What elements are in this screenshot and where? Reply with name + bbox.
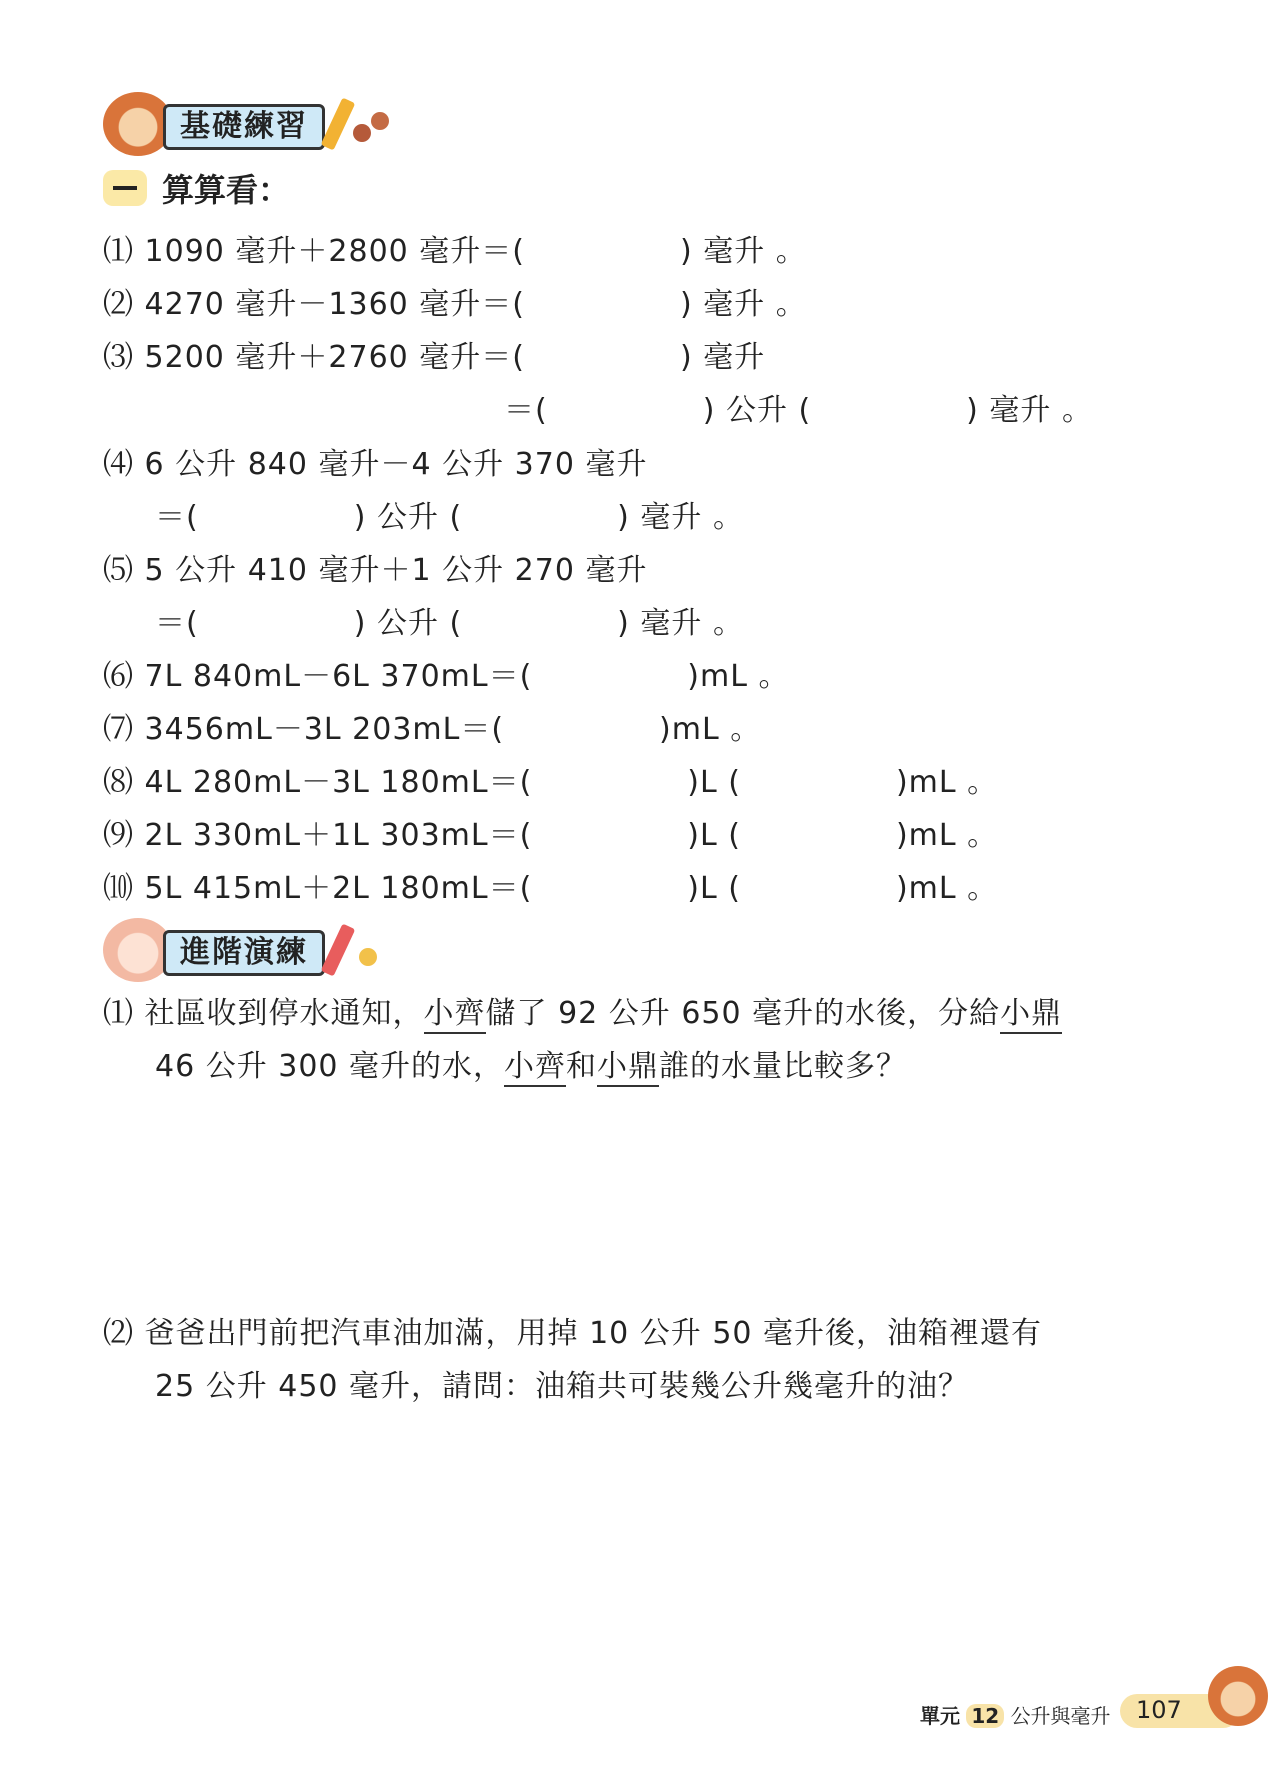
word-problem-1-line-2: 46 公升 300 毫升的水，小齊和小鼎誰的水量比較多？ bbox=[155, 1041, 907, 1085]
part-marker bbox=[103, 170, 147, 206]
section-banner-advanced bbox=[103, 918, 393, 982]
footer-unit: 單元 12 公升與毫升 bbox=[920, 1704, 1111, 1728]
word-problem-1-line-1: ⑴ 社區收到停水通知，小齊儲了 92 公升 650 毫升的水後，分給小鼎 bbox=[103, 988, 1062, 1032]
question-7: ⑺ 3456mL－3L 203mL＝( )mL 。 bbox=[103, 712, 762, 747]
ball-icon bbox=[359, 948, 377, 966]
section-title: 基礎練習 bbox=[163, 104, 325, 150]
question-2: ⑵ 4270 毫升－1360 毫升＝( ) 毫升 。 bbox=[103, 287, 807, 322]
pencil-icon bbox=[321, 97, 356, 150]
ball-icon bbox=[371, 112, 389, 130]
name-xiaoqi: 小齊 bbox=[504, 1049, 566, 1087]
question-8: ⑻ 4L 280mL－3L 180mL＝( )L ( )mL 。 bbox=[103, 765, 999, 800]
question-3: ⑶ 5200 毫升＋2760 毫升＝( ) 毫升 bbox=[103, 340, 766, 375]
unit-number: 12 bbox=[966, 1704, 1004, 1728]
pencil-icon bbox=[321, 923, 356, 976]
question-3-answer: ＝( ) 公升 ( ) 毫升 。 bbox=[504, 393, 1093, 428]
name-xiaoding: 小鼎 bbox=[1000, 996, 1062, 1034]
unit-title: 公升與毫升 bbox=[1010, 1704, 1111, 1728]
question-4: ⑷ 6 公升 840 毫升－4 公升 370 毫升 bbox=[103, 447, 648, 482]
question-5: ⑸ 5 公升 410 毫升＋1 公升 270 毫升 bbox=[103, 553, 648, 588]
question-1: ⑴ 1090 毫升＋2800 毫升＝( ) 毫升 。 bbox=[103, 234, 807, 269]
page-number: 107 bbox=[1136, 1696, 1182, 1724]
word-problem-2-line-2: 25 公升 450 毫升，請問：油箱共可裝幾公升幾毫升的油？ bbox=[155, 1369, 970, 1404]
ball-icon bbox=[353, 124, 371, 142]
question-9: ⑼ 2L 330mL＋1L 303mL＝( )L ( )mL 。 bbox=[103, 818, 999, 853]
question-6: ⑹ 7L 840mL－6L 370mL＝( )mL 。 bbox=[103, 659, 790, 694]
question-5-answer: ＝( ) 公升 ( ) 毫升 。 bbox=[155, 606, 744, 641]
name-xiaoqi: 小齊 bbox=[424, 996, 486, 1034]
part-heading: 算算看： bbox=[162, 171, 291, 209]
question-10: ⑽ 5L 415mL＋2L 180mL＝( )L ( )mL 。 bbox=[103, 871, 999, 906]
problem-number: ⑴ bbox=[103, 996, 134, 1031]
word-problem-2-line-1: ⑵ 爸爸出門前把汽車油加滿，用掉 10 公升 50 毫升後，油箱裡還有 bbox=[103, 1316, 1043, 1351]
name-xiaoding: 小鼎 bbox=[597, 1049, 659, 1087]
problem-number: ⑵ bbox=[103, 1316, 134, 1351]
section-banner-basic bbox=[103, 92, 393, 156]
lion-corner-icon bbox=[1208, 1666, 1268, 1726]
section-title: 進階演練 bbox=[163, 930, 325, 976]
question-4-answer: ＝( ) 公升 ( ) 毫升 。 bbox=[155, 500, 744, 535]
